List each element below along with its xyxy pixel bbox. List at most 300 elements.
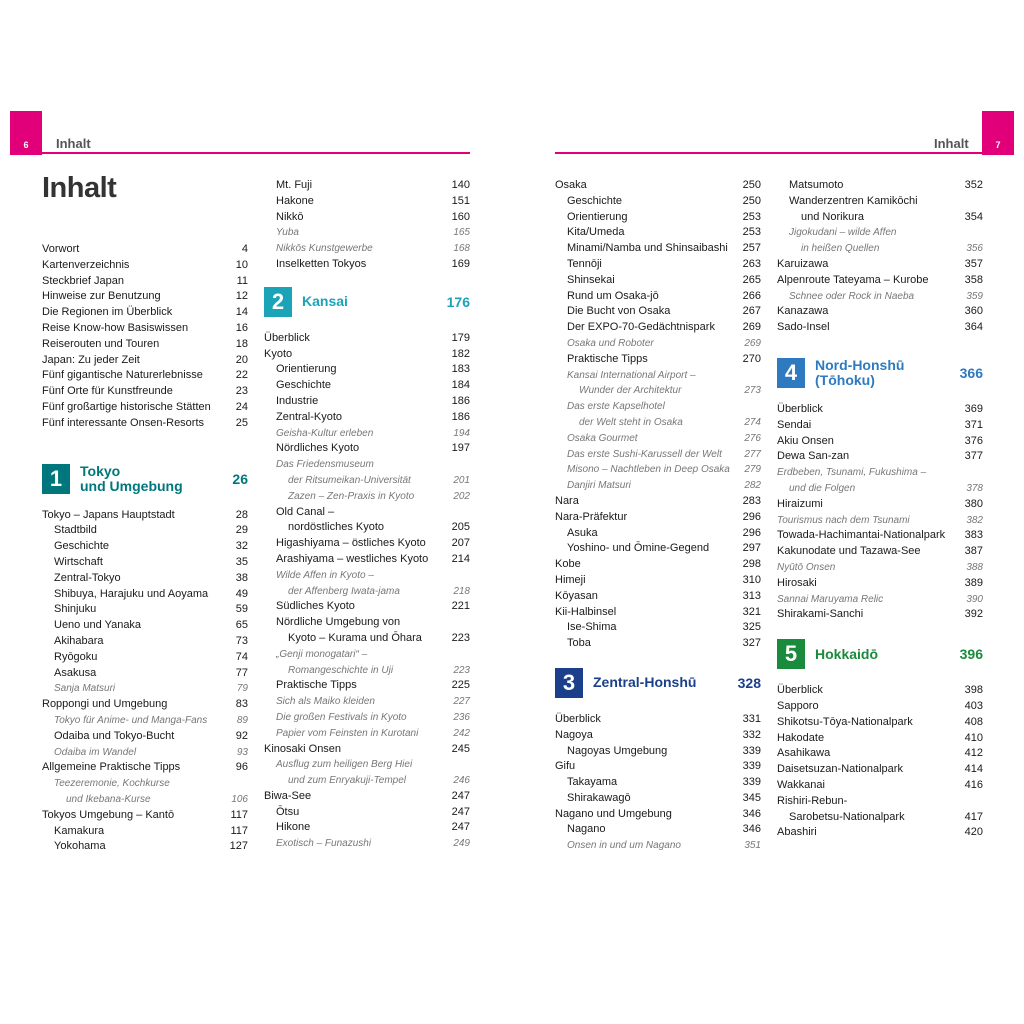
toc-entry [555, 478, 761, 494]
toc-entry [555, 744, 761, 760]
toc-entry-page: 358 [964, 273, 983, 286]
chapter-2-page: 176 [446, 293, 470, 310]
toc-entry-page: 253 [742, 226, 761, 239]
toc-entry-title: Misono – Nachtleben in Deep Osaka [567, 464, 730, 476]
toc-entry-page: 59 [235, 603, 248, 616]
toc-entry-page: 117 [230, 824, 248, 837]
toc-entry-page: 96 [235, 761, 248, 774]
toc-entry-page: 269 [744, 337, 761, 349]
toc-entry [555, 178, 761, 194]
toc-entry-page: 276 [744, 432, 761, 444]
toc-entry-title: Die Bucht von Osaka [567, 305, 671, 318]
toc-entry-title: Ueno und Yanaka [54, 619, 142, 632]
toc-entry [264, 805, 470, 821]
toc-entry [42, 760, 248, 776]
chapter-5-number-box: 5 [777, 639, 805, 669]
toc-entry [264, 410, 470, 426]
toc-entry-title: Kinosaki Onsen [264, 742, 342, 755]
toc-entry-title: Matsumoto [789, 179, 844, 191]
toc-entry-title: Geisha-Kultur erleben [276, 427, 374, 439]
toc-entry-title: Tokyos Umgebung – Kantō [42, 808, 175, 821]
toc-entry-page: 356 [966, 243, 983, 255]
toc-entry-page: 10 [235, 258, 248, 271]
toc-entry-page: 169 [451, 257, 470, 270]
toc-entry-title: Industrie [276, 394, 319, 407]
toc-entry-title: Osaka und Roboter [567, 337, 654, 349]
toc-entry-title: Südliches Kyoto [276, 600, 355, 613]
toc-entry [42, 539, 248, 555]
toc-entry [264, 225, 470, 241]
chapter-5-heading [777, 637, 983, 671]
toc-entry-title: und die Folgen [789, 482, 856, 494]
toc-entry-title: Allgemeine Praktische Tipps [42, 761, 181, 774]
toc-entry-page: 345 [742, 791, 761, 804]
toc-entry [264, 773, 470, 789]
toc-entry-title: Kyoto [264, 347, 293, 360]
toc-entry [264, 742, 470, 758]
toc-entry-title: Kakunodate und Tazawa-See [777, 545, 921, 558]
toc-entry [42, 824, 248, 840]
toc-entry-title: Asahikawa [777, 747, 831, 760]
toc-entry-title: Kyoto – Kurama und Ōhara [288, 631, 422, 644]
toc-entry [264, 378, 470, 394]
toc-entry [42, 745, 248, 761]
toc-entry-title: Nara-Präfektur [555, 510, 628, 523]
toc-entry-page: 223 [453, 664, 470, 676]
toc-entry-title: Abashiri [777, 826, 817, 839]
toc-entry [777, 746, 983, 762]
toc-entry-title: Daisetsuzan-Nationalpark [777, 763, 903, 776]
toc-entry [555, 273, 761, 289]
toc-entry-page: 273 [744, 385, 761, 397]
toc-entry-title: Vorwort [42, 243, 80, 255]
toc-entry-page: 263 [742, 257, 761, 270]
toc-entry-title: Wilde Affen in Kyoto – [276, 569, 374, 581]
toc-entry-title: Akiu Onsen [777, 434, 834, 447]
toc-entry-title: Nagoya [555, 728, 593, 741]
toc-entry-page: 49 [235, 587, 248, 600]
toc-entry-page: 297 [742, 542, 761, 555]
toc-entry [42, 650, 248, 666]
toc-entry [264, 257, 470, 273]
toc-entry [264, 820, 470, 836]
chapter-1-title-line-1: Tokyo [80, 462, 121, 479]
toc-entry [42, 776, 248, 792]
toc-entry-title: Hikone [276, 821, 311, 834]
toc-entry [777, 683, 983, 699]
right-header-rule [555, 152, 983, 154]
toc-entry [42, 571, 248, 587]
toc-entry [264, 178, 470, 194]
toc-entry-title: Geschichte [276, 379, 332, 392]
toc-entry-title: „Genji monogatari“ – [276, 648, 368, 660]
toc-entry [42, 289, 248, 305]
toc-column-1 [42, 242, 248, 855]
toc-entry-page: 12 [235, 290, 248, 303]
toc-entry-title: der Ritsumeikan-Universität [288, 474, 411, 486]
toc-entry [777, 449, 983, 465]
toc-entry-page: 387 [964, 545, 983, 558]
toc-entry-page: 416 [964, 778, 983, 791]
column-4-top-entries [777, 178, 983, 336]
toc-entry-page: 247 [451, 805, 470, 818]
toc-entry-page: 93 [236, 746, 248, 758]
toc-entry-page: 357 [964, 257, 983, 270]
toc-entry-page: 277 [744, 448, 761, 460]
toc-entry-title: Papier vom Feinsten in Kurotani [276, 727, 419, 739]
toc-entry [555, 415, 761, 431]
toc-entry [42, 321, 248, 337]
toc-entry-title: Asuka [567, 526, 598, 539]
toc-entry [777, 497, 983, 513]
toc-entry-title: Nördliche Umgebung von [276, 616, 401, 629]
chapter-2-number-box: 2 [264, 287, 292, 317]
chapter-5-title: Hokkaidō [815, 645, 879, 662]
toc-entry-page: 388 [966, 561, 983, 573]
toc-entry [42, 634, 248, 650]
toc-entry [777, 513, 983, 529]
right-running-header: Inhalt [934, 136, 969, 151]
toc-entry-title: und zum Enryakuji-Tempel [288, 775, 407, 787]
toc-entry-page: 269 [742, 321, 761, 334]
toc-entry [264, 347, 470, 363]
chapter-1-page: 26 [232, 470, 248, 487]
toc-entry [42, 729, 248, 745]
toc-column-3 [555, 178, 761, 854]
toc-entry-page: 267 [742, 305, 761, 318]
toc-entry-title: Zazen – Zen-Praxis in Kyoto [288, 490, 415, 502]
toc-entry-title: Sarobetsu-Nationalpark [789, 810, 905, 823]
toc-entry-title: Kii-Halbinsel [555, 605, 617, 618]
toc-entry [555, 431, 761, 447]
chapter-4-entries [777, 402, 983, 623]
toc-entry-title: Kobe [555, 558, 581, 571]
toc-entry-title: Reise Know-how Basiswissen [42, 321, 189, 334]
toc-entry-title: Shibuya, Harajuku und Aoyama [54, 587, 209, 600]
toc-entry-title: Sapporo [777, 699, 819, 712]
toc-entry [42, 368, 248, 384]
toc-entry-page: 140 [451, 179, 470, 191]
toc-entry-title: Steckbrief Japan [42, 274, 124, 287]
left-page-number-tab [10, 111, 42, 155]
toc-entry-page: 28 [235, 508, 248, 521]
toc-entry-title: Romangeschichte in Uji [288, 664, 394, 676]
toc-entry [264, 568, 470, 584]
chapter-4-number-box: 4 [777, 358, 805, 388]
toc-entry [555, 225, 761, 241]
toc-entry-title: Exotisch – Funazushi [276, 838, 372, 850]
toc-entry-title: Onsen in und um Nagano [567, 840, 681, 852]
toc-entry-title: Hakodate [777, 731, 825, 744]
toc-entry-title: Mt. Fuji [276, 179, 313, 191]
toc-entry [777, 434, 983, 450]
toc-entry-title: Kamakura [54, 824, 105, 837]
toc-entry [777, 481, 983, 497]
toc-entry [555, 383, 761, 399]
toc-entry-page: 389 [964, 576, 983, 589]
toc-entry-title: Geschichte [567, 194, 623, 207]
toc-entry [42, 242, 248, 258]
toc-entry-page: 186 [451, 394, 470, 407]
toc-entry-title: Shinjuku [54, 603, 97, 616]
toc-entry-title: der Affenberg Iwata-jama [288, 585, 400, 597]
toc-entry-title: Sannai Maruyama Relic [777, 593, 884, 605]
toc-entry [555, 210, 761, 226]
toc-entry-title: Teezeremonie, Kochkurse [54, 778, 170, 790]
toc-entry-page: 23 [235, 385, 248, 398]
chapter-5-entries [777, 683, 983, 841]
toc-entry [777, 528, 983, 544]
toc-entry-title: Inselketten Tokyos [276, 257, 367, 270]
toc-entry [555, 336, 761, 352]
toc-entry-title: Tennōji [567, 257, 602, 270]
toc-entry-page: 283 [742, 494, 761, 507]
toc-entry [42, 839, 248, 855]
toc-entry-page: 73 [235, 634, 248, 647]
toc-entry [264, 394, 470, 410]
toc-entry-title: Akihabara [54, 634, 104, 647]
toc-entry [777, 699, 983, 715]
chapter-4-page: 366 [959, 364, 983, 381]
chapter-3-number-box: 3 [555, 668, 583, 698]
toc-entry [264, 241, 470, 257]
toc-entry [264, 584, 470, 600]
toc-entry-title: Erdbeben, Tsunami, Fukushima – [777, 467, 927, 479]
toc-entry-page: 168 [453, 243, 470, 255]
toc-entry-page: 282 [744, 480, 761, 492]
chapter-1-title-line-2: und Umgebung [80, 477, 183, 494]
toc-entry-page: 29 [235, 524, 248, 537]
toc-entry [264, 694, 470, 710]
toc-entry [555, 728, 761, 744]
toc-entry [777, 273, 983, 289]
toc-entry-page: 35 [235, 555, 248, 568]
toc-entry-page: 378 [966, 482, 983, 494]
right-page-number: 7 [995, 140, 1001, 150]
toc-entry [777, 418, 983, 434]
toc-entry [42, 697, 248, 713]
toc-entry [264, 710, 470, 726]
toc-entry-title: Geschichte [54, 540, 110, 553]
toc-entry-title: Kansai International Airport – [567, 369, 696, 381]
toc-entry [264, 678, 470, 694]
chapter-1-title [70, 464, 232, 494]
toc-entry [555, 775, 761, 791]
toc-entry [777, 825, 983, 841]
toc-entry-title: der Welt steht in Osaka [579, 416, 683, 428]
toc-entry-page: 371 [964, 418, 983, 431]
toc-entry-page: 247 [451, 789, 470, 802]
toc-entry-page: 89 [236, 714, 248, 726]
toc-entry-title: Osaka [555, 179, 587, 191]
toc-entry-page: 352 [964, 179, 983, 191]
toc-entry-page: 346 [742, 807, 761, 820]
page-title: Inhalt [42, 172, 117, 204]
toc-entry-title: Roppongi und Umgebung [42, 698, 168, 711]
toc-entry-title: Takayama [567, 776, 618, 789]
toc-entry-page: 183 [451, 363, 470, 376]
toc-entry [555, 241, 761, 257]
toc-entry [555, 636, 761, 652]
toc-entry-title: Reiserouten und Touren [42, 337, 160, 350]
toc-entry [777, 778, 983, 794]
toc-entry-page: 214 [451, 552, 470, 565]
toc-entry [777, 715, 983, 731]
toc-entry-page: 398 [964, 684, 983, 697]
chapter-3-title: Zentral-Honshū [593, 674, 697, 691]
chapter-3-page: 328 [737, 674, 761, 691]
toc-entry-page: 313 [742, 589, 761, 602]
toc-entry [42, 400, 248, 416]
toc-entry [42, 274, 248, 290]
toc-entry-page: 32 [235, 540, 248, 553]
toc-entry-title: Shinsekai [567, 273, 615, 286]
toc-entry-page: 117 [230, 808, 248, 821]
toc-entry-title: Toba [567, 637, 591, 650]
chapter-1-entries [42, 508, 248, 856]
toc-entry-title: Rishiri-Rebun- [777, 794, 848, 807]
toc-entry-page: 65 [235, 619, 248, 632]
toc-entry-page: 207 [451, 537, 470, 550]
chapter-1-number-box: 1 [42, 464, 70, 494]
toc-entry [555, 759, 761, 775]
toc-entry [777, 210, 983, 226]
toc-entry-page: 92 [235, 729, 248, 742]
chapter-3-entries [555, 712, 761, 854]
toc-entry [777, 576, 983, 592]
toc-entry [555, 807, 761, 823]
toc-entry-title: Zentral-Kyoto [276, 410, 343, 423]
toc-entry [555, 589, 761, 605]
toc-entry [264, 663, 470, 679]
toc-entry [264, 210, 470, 226]
toc-entry-page: 414 [964, 763, 983, 776]
toc-entry-page: 22 [235, 369, 248, 382]
toc-entry-page: 377 [964, 450, 983, 463]
toc-entry-title: und Ikebana-Kurse [66, 793, 151, 805]
toc-entry-title: Shirakami-Sanchi [777, 608, 864, 621]
toc-entry [555, 526, 761, 542]
toc-entry-page: 236 [453, 711, 470, 723]
toc-entry-page: 106 [231, 793, 248, 805]
toc-entry [264, 836, 470, 852]
toc-entry [555, 462, 761, 478]
toc-entry-title: Überblick [555, 712, 601, 725]
toc-entry-page: 392 [964, 608, 983, 621]
toc-entry-page: 408 [964, 715, 983, 728]
toc-entry [777, 592, 983, 608]
toc-entry-title: Fünf Orte für Kunstfreunde [42, 385, 173, 398]
toc-entry [42, 337, 248, 353]
toc-entry-title: Sado-Insel [777, 321, 830, 334]
toc-entry-title: Rund um Osaka-jō [567, 289, 659, 302]
toc-entry-title: und Norikura [801, 210, 864, 223]
toc-entry-title: Sich als Maiko kleiden [276, 696, 375, 708]
toc-entry-title: nordöstliches Kyoto [288, 521, 384, 534]
chapter-4-title [805, 358, 960, 388]
toc-entry [777, 178, 983, 194]
toc-entry-page: 270 [742, 352, 761, 365]
toc-entry-page: 403 [964, 699, 983, 712]
toc-entry [777, 560, 983, 576]
toc-entry-title: Tourismus nach dem Tsunami [777, 514, 910, 526]
toc-entry-title: Hinweise zur Benutzung [42, 290, 161, 303]
toc-entry-title: Wirtschaft [54, 555, 103, 568]
toc-entry [264, 426, 470, 442]
toc-entry-page: 205 [451, 521, 470, 534]
toc-entry [777, 762, 983, 778]
toc-entry-title: Odaiba und Tokyo-Bucht [54, 729, 175, 742]
toc-entry-page: 151 [451, 194, 470, 207]
toc-entry-title: Nagoyas Umgebung [567, 744, 668, 757]
toc-entry-title: Kita/Umeda [567, 226, 625, 239]
toc-entry-title: Überblick [264, 331, 310, 344]
toc-entry-title: Hiraizumi [777, 497, 823, 510]
toc-entry-title: Danjiri Matsuri [567, 480, 631, 492]
toc-entry-title: Wunder der Architektur [579, 385, 682, 397]
toc-entry-page: 417 [964, 810, 983, 823]
toc-entry-title: Tokyo für Anime- und Manga-Fans [54, 714, 208, 726]
toc-entry-page: 351 [744, 840, 761, 852]
right-page-number-tab [982, 111, 1014, 155]
toc-entry [555, 304, 761, 320]
toc-entry-page: 325 [742, 621, 761, 634]
toc-entry [777, 320, 983, 336]
toc-entry [264, 726, 470, 742]
toc-entry-page: 253 [742, 210, 761, 223]
chapter-4-title-line-2: (Tōhoku) [815, 371, 875, 388]
toc-entry-page: 266 [742, 289, 761, 302]
chapter-2-title: Kansai [302, 293, 348, 310]
toc-entry-page: 250 [742, 179, 761, 191]
toc-entry-page: 321 [742, 605, 761, 618]
chapter-1-heading [42, 462, 248, 496]
toc-column-2 [264, 178, 470, 852]
toc-intro-list [42, 242, 248, 432]
toc-entry-page: 354 [964, 210, 983, 223]
toc-entry-title: Higashiyama – östliches Kyoto [276, 537, 426, 550]
toc-entry-title: Nikkōs Kunstgewerbe [276, 243, 373, 255]
toc-entry [42, 258, 248, 274]
toc-entry-title: Karuizawa [777, 257, 829, 270]
toc-entry [555, 838, 761, 854]
toc-entry-page: 376 [964, 434, 983, 447]
toc-entry-title: Shikotsu-Tōya-Nationalpark [777, 715, 913, 728]
toc-entry [264, 757, 470, 773]
toc-entry [555, 494, 761, 510]
toc-entry-title: Yoshino- und Ōmine-Gegend [567, 542, 710, 555]
toc-entry-title: Kanazawa [777, 305, 829, 318]
toc-entry-title: Dewa San-zan [777, 450, 850, 463]
toc-entry-title: Fünf interessante Onsen-Resorts [42, 416, 205, 429]
toc-entry-page: 331 [742, 712, 761, 725]
toc-entry-title: Ise-Shima [567, 621, 617, 634]
toc-entry-title: Der EXPO-70-Gedächtnispark [567, 321, 715, 334]
toc-entry [42, 808, 248, 824]
toc-entry [777, 607, 983, 623]
toc-entry-title: Nagano [567, 823, 606, 836]
toc-entry-page: 79 [236, 683, 248, 695]
toc-entry-page: 77 [235, 666, 248, 679]
toc-entry-page: 380 [964, 497, 983, 510]
toc-entry [42, 416, 248, 432]
toc-entry-title: Biwa-See [264, 789, 312, 802]
toc-entry [264, 362, 470, 378]
toc-entry [777, 304, 983, 320]
toc-entry-title: Ausflug zum heiligen Berg Hiei [276, 759, 413, 771]
toc-entry-title: Fünf großartige historische Stätten [42, 400, 211, 413]
toc-entry [777, 465, 983, 481]
